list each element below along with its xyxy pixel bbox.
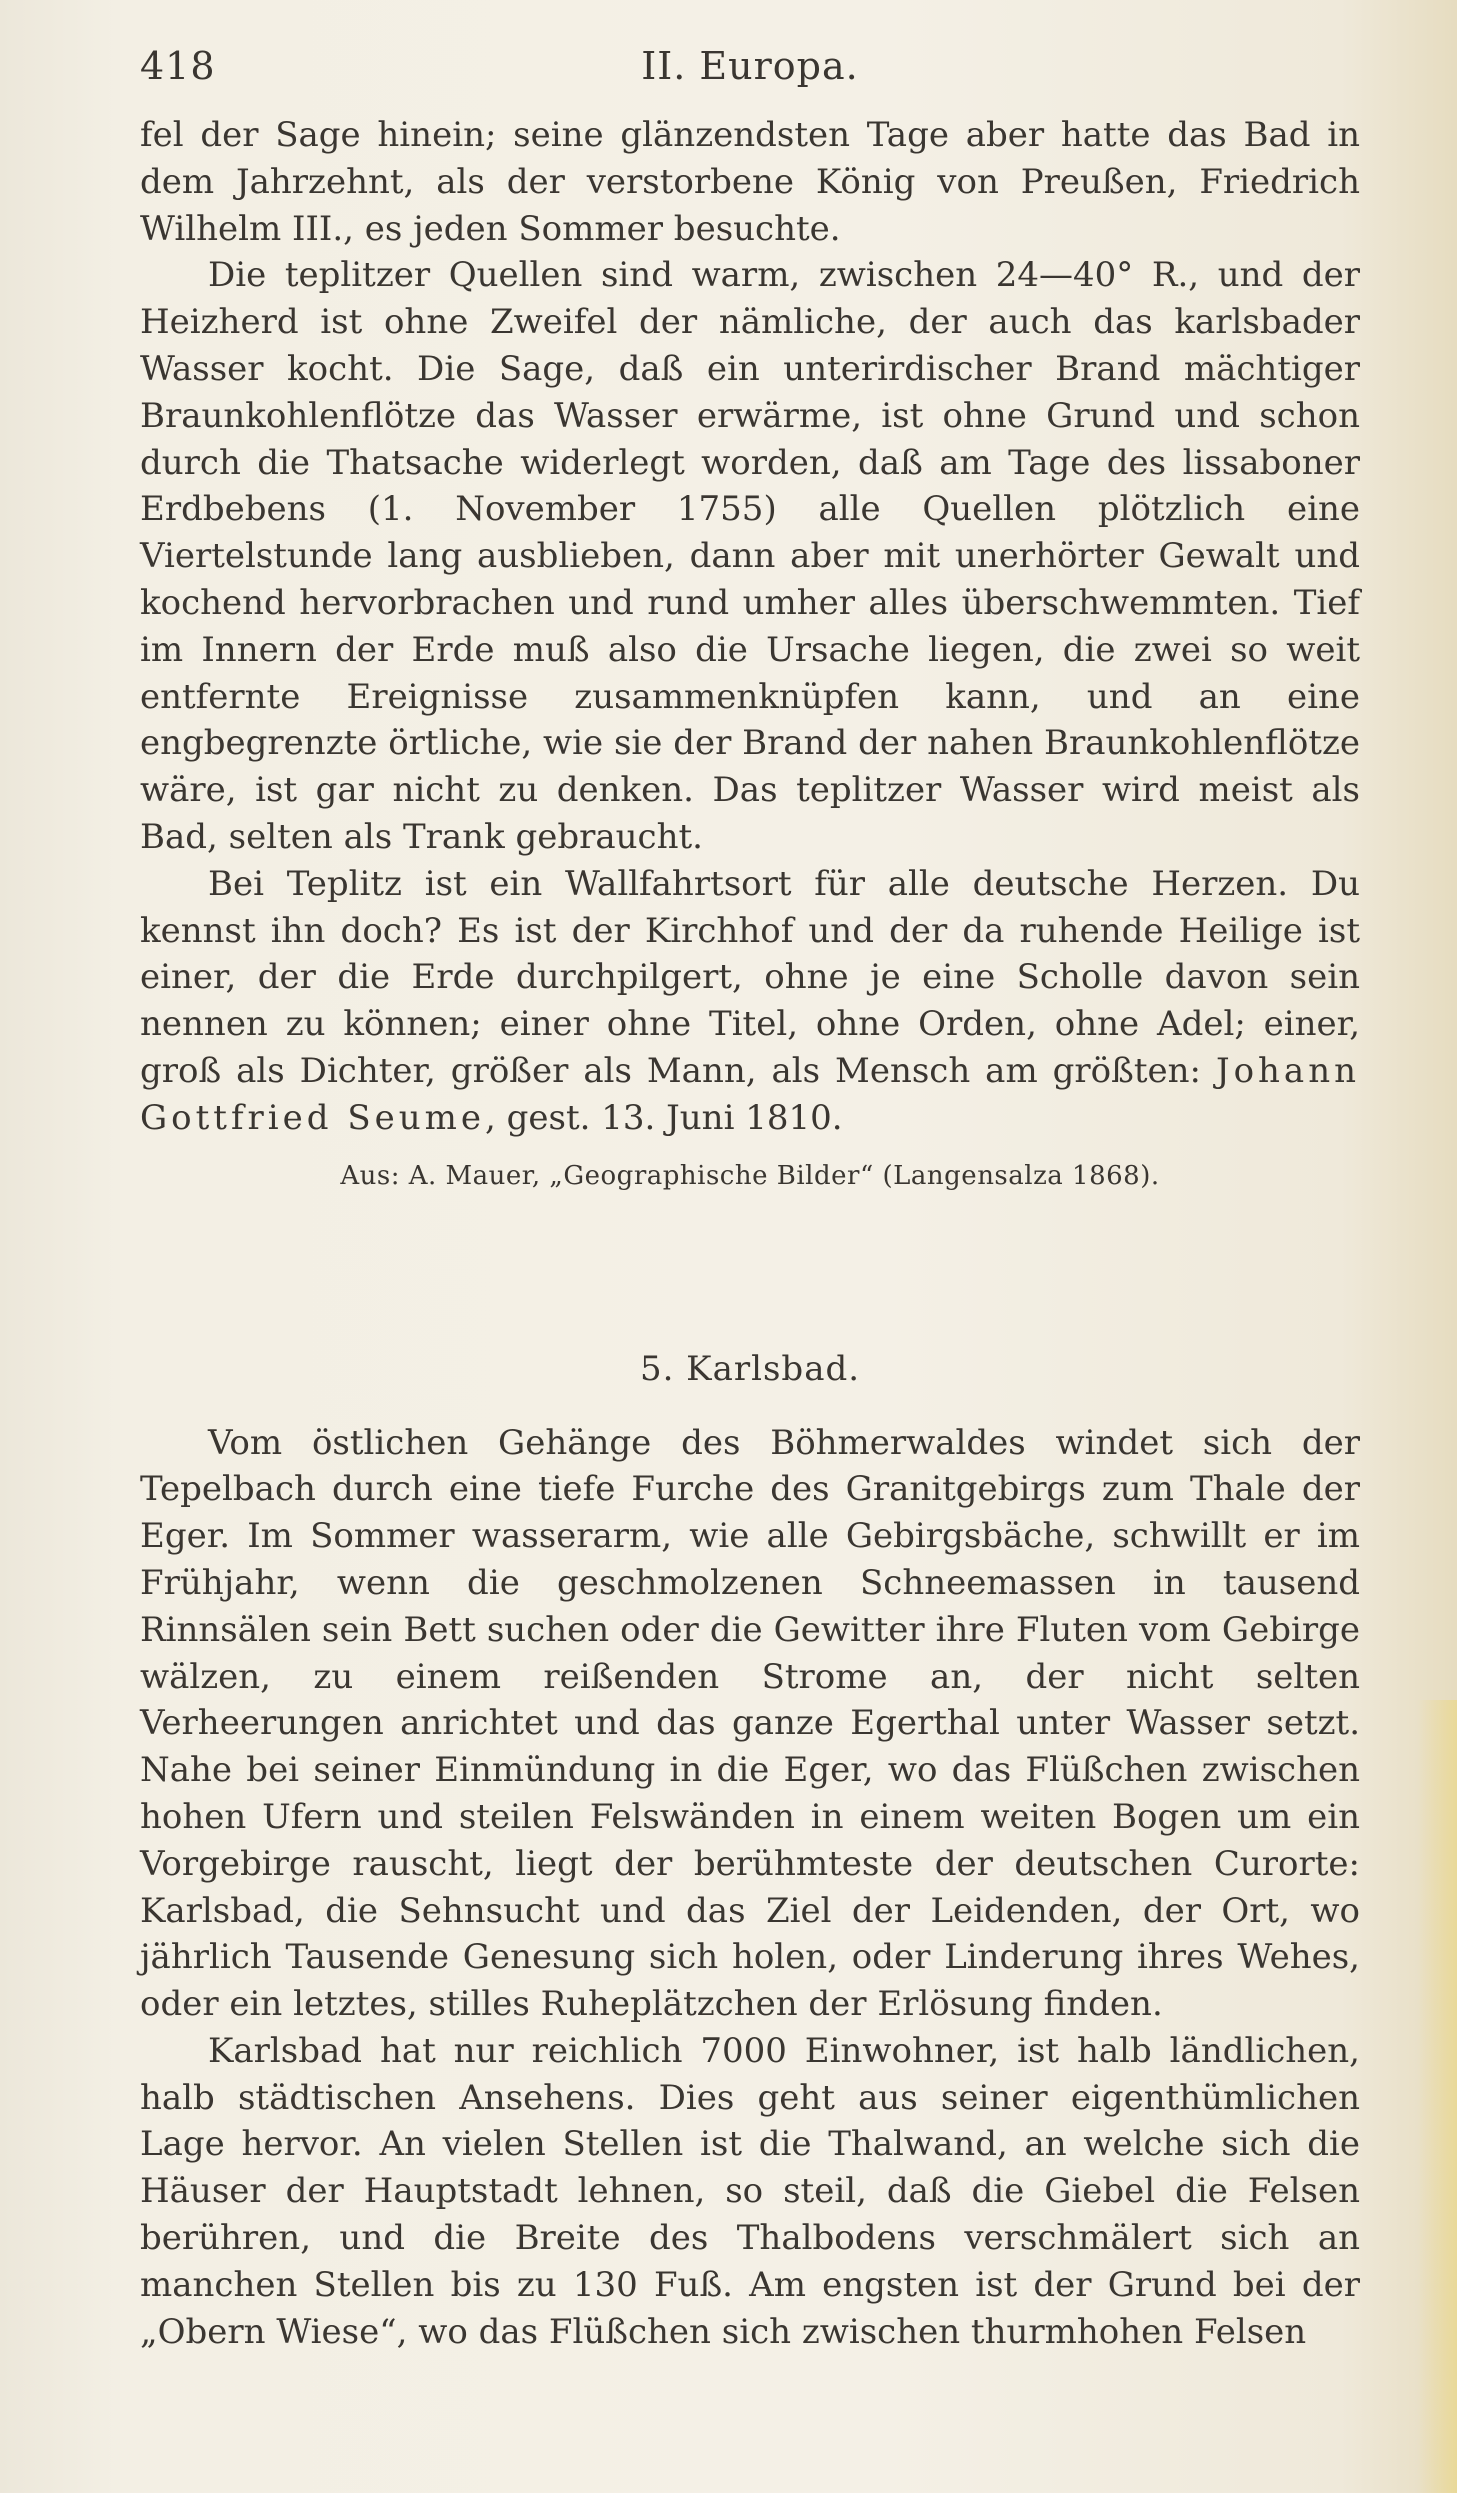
paragraph: fel der Sage hinein; seine glänzendsten Tage aber hatte das Bad in dem Jahrzehnt, als der verstorbene König von Preußen, Friedrich Wilhelm III., es jeden Sommer besuchte. (140, 115, 1360, 249)
section-title: 5. Karlsbad. (639, 1348, 861, 1389)
page-header (140, 40, 1360, 100)
poet-name: Johann Gottfried Seume (140, 1050, 1360, 1138)
death-date: , gest. 13. Juni 1810. (485, 1097, 843, 1138)
paragraph: Karlsbad hat nur reichlich 7000 Einwohner, ist halb ländlichen, halb städtischen Ansehens. Dies geht aus seiner eigenthümlichen Lage hervor. An vielen Stellen ist die Thalwand, an welche sich die Häuser der Hauptstadt lehnen, so steil, daß die Giebel die Felsen berühren, und die Breite des Thalbodens verschmälert sich an manchen Stellen bis zu 130 Fuß. Am engsten ist der Grund bei der „Obern Wiese“, wo das Flüßchen sich zwischen thurmhohen Felsen (140, 2030, 1360, 2352)
source-citation: Aus: A. Mauer, „Geographische Bilder“ (Langensalza 1868). (340, 1160, 1160, 1191)
paragraph: Vom östlichen Gehänge des Böhmerwaldes windet sich der Tepelbach durch eine tiefe Furche des Granitgebirgs zum Thale der Eger. Im Sommer wasserarm, wie alle Gebirgsbäche, schwillt er im Frühjahr, wenn die geschmolzenen Schneemassen in tausend Rinnsälen sein Bett suchen oder die Gewitter ihre Fluten vom Gebirge wälzen, zu einem reißenden Strome an, der nicht selten Verheerungen anrichtet und das ganze Egerthal unter Wasser setzt. Nahe bei seiner Einmündung in die Eger, wo das Flüßchen zwischen hohen Ufern und steilen Felswänden in einem weiten Bogen um ein Vorgebirge rauscht, liegt der berühmteste der deutschen Curorte: Karlsbad, die Sehnsucht und das Ziel der Leidenden, der Ort, wo jährlich Tausende Genesung sich holen, oder Linderung ihres Wehes, oder ein letztes, stilles Ruheplätzchen der Erlösung finden. (140, 1422, 1360, 2025)
paragraph (140, 861, 1360, 1142)
paragraph-text: Bei Teplitz ist ein Wallfahrtsort für alle deutsche Herzen. Du kennst ihn doch? Es ist der Kirchhof und der da ruhende Heilige ist einer, der die Erde durchpilgert, ohne je eine Scholle davon sein nennen zu können; einer ohne Titel, ohne Orden, ohne Adel; einer, groß als Dichter, größer als Mann, als Mensch am größten: (140, 863, 1360, 1091)
running-head: II. Europa. (641, 44, 859, 88)
page-edge-stain (1417, 1700, 1457, 2493)
page-number: 418 (140, 44, 216, 88)
paragraph: Die teplitzer Quellen sind warm, zwischen 24—40° R., und der Heizherd ist ohne Zweifel der nämliche, der auch das karlsbader Wasser kocht. Die Sage, daß ein unterirdischer Brand mächtiger Braunkohlenflötze das Wasser erwärme, ist ohne Grund und schon durch die Thatsache widerlegt worden, daß am Tage des lissaboner Erdbebens (1. November 1755) alle Quellen plötzlich eine Viertelstunde lang ausblieben, dann aber mit unerhörter Gewalt und kochend hervorbrachen und rund umher alles überschwemmten. Tief im Innern der Erde muß also die Ursache liegen, die zwei so weit entfernte Ereignisse zusammenknüpfen kann, und an eine engbegrenzte örtliche, wie sie der Brand der nahen Braunkohlenflötze wäre, ist gar nicht zu denken. Das teplitzer Wasser wird meist als Bad, selten als Trank gebraucht. (140, 255, 1360, 857)
body-text (140, 112, 1360, 2355)
